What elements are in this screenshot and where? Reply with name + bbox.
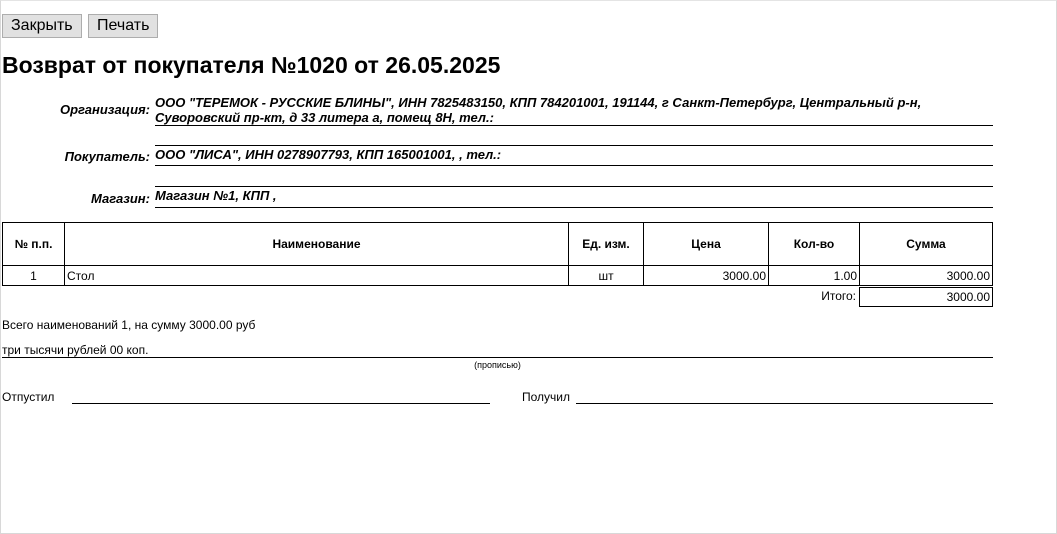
amount-in-words: три тысячи рублей 00 коп. (2, 343, 149, 357)
organization-label: Организация: (59, 102, 150, 117)
buyer-value: ООО "ЛИСА", ИНН 0278907793, КПП 165001001, , тел.: (155, 147, 502, 162)
cell-num: 1 (3, 266, 65, 286)
organization-value-line2: Суворовский пр-кт, д 33 литера а, помещ 8Н, тел.: (155, 110, 494, 125)
header-qty: Кол-во (769, 223, 860, 266)
close-button[interactable]: Закрыть (2, 14, 82, 38)
released-label: Отпустил (2, 390, 55, 404)
document-title: Возврат от покупателя №1020 от 26.05.2025 (2, 52, 501, 78)
cell-name: Стол (65, 266, 569, 286)
buyer-label: Покупатель: (64, 149, 150, 164)
table-header-row (3, 223, 993, 266)
cell-qty: 1.00 (769, 266, 860, 286)
cell-unit: шт (569, 266, 644, 286)
header-name: Наименование (65, 223, 569, 266)
buyer-underline (155, 165, 993, 166)
buyer-topline (155, 145, 993, 146)
print-button[interactable]: Печать (88, 14, 158, 38)
header-price: Цена (644, 223, 769, 266)
table-row (3, 266, 993, 286)
words-caption: (прописью) (474, 360, 521, 370)
header-num: № п.п. (3, 223, 65, 266)
organization-value-line1: ООО "ТЕРЕМОК - РУССКИЕ БЛИНЫ", ИНН 7825483150, КПП 784201001, 191144, г Санкт-Петербург, Центральный р-н, (155, 95, 922, 110)
header-sum: Сумма (860, 223, 993, 266)
released-signature-line (72, 403, 490, 404)
organization-underline (155, 125, 993, 126)
total-label: Итого: (821, 289, 856, 303)
received-label: Получил (522, 390, 570, 404)
header-unit: Ед. изм. (569, 223, 644, 266)
store-topline (155, 186, 993, 187)
items-table (2, 222, 993, 286)
summary-text: Всего наименований 1, на сумму 3000.00 руб (2, 318, 256, 332)
received-signature-line (576, 403, 993, 404)
store-value: Магазин №1, КПП , (155, 188, 277, 203)
total-value: 3000.00 (859, 287, 993, 307)
store-label: Магазин: (91, 191, 150, 206)
cell-sum: 3000.00 (860, 266, 993, 286)
amount-in-words-line (2, 357, 993, 358)
cell-price: 3000.00 (644, 266, 769, 286)
store-underline (155, 207, 993, 208)
